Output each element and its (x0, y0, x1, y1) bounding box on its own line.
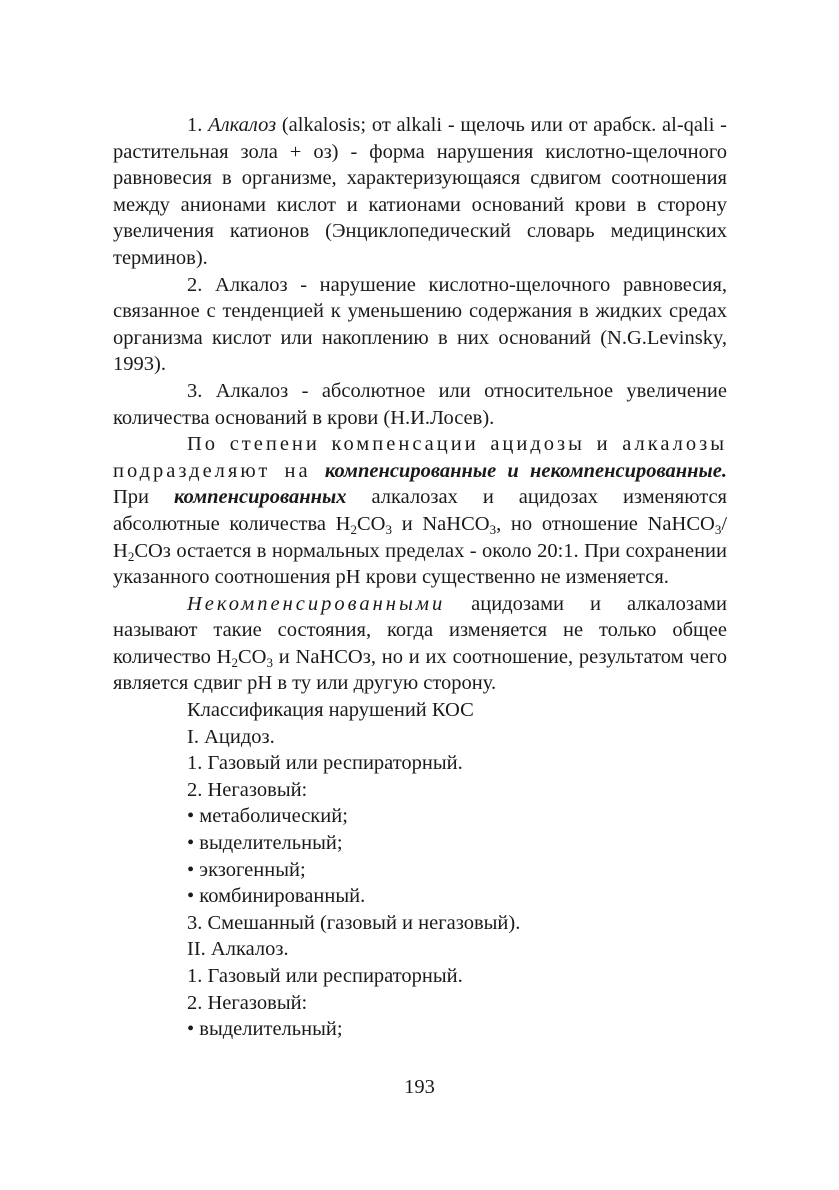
list-item: • выделительный; (187, 1018, 343, 1041)
text: ацидозами и алкалозами называют такие состояния, когда изменяется не только общее количество H (113, 592, 727, 668)
subscript: 2 (231, 654, 238, 670)
list-item: I. Ацидоз. (187, 725, 275, 748)
term-compensated: компенсированные (324, 459, 497, 482)
paragraph-compensation (113, 431, 727, 591)
list-item: • метаболический; (187, 805, 348, 828)
term-uncompensated: некомпенсированные. (530, 459, 727, 482)
subscript: 3 (489, 521, 497, 537)
page-body (113, 112, 727, 1043)
subscript: 3 (266, 654, 273, 670)
term-compensated-plural: компенсированных (174, 486, 347, 509)
subscript: 2 (127, 548, 135, 564)
text: и NaHCO (391, 512, 490, 535)
definition-text: (alkalosis; от alkali - щелочь или от арабск. al-qali - растительная зола + оз) - форма нарушения кислотно-щелочного равновесия в организме, характеризующаяся сдвигом соотношения между анионами кислот и катионами оснований крови в сторону увеличения катионов (Энциклопедический словарь медицинских терминов). (113, 114, 727, 269)
item-number: 1. (187, 114, 209, 136)
list-item: • выделительный; (187, 832, 343, 855)
term-alkalosis: Алкалоз (208, 114, 277, 136)
text: / H (113, 512, 728, 562)
list-item: 2. Негазовый: (187, 778, 308, 801)
paragraph-alkalosis-definition-1 (113, 112, 727, 272)
text: CO (357, 512, 386, 535)
list-item: II. Алкалоз. (187, 938, 289, 961)
classification-list (113, 697, 727, 1043)
text: алкалозах и ацидозах изменяются абсолютные количества H (113, 486, 727, 535)
term-uncompensated-italic: Некомпенсированными (187, 592, 446, 615)
paragraph-alkalosis-definition-3: 3. Алкалоз - абсолютное или относительное увеличение количества оснований в крови (Н.И.Лосев). (113, 379, 727, 429)
list-item: 2. Негазовый: (187, 991, 308, 1014)
list-item: 1. Газовый или респираторный. (187, 752, 463, 775)
list-item: 3. Смешанный (газовый и негазовый). (187, 911, 521, 934)
list-item: • экзогенный; (187, 858, 306, 881)
subscript: 3 (714, 521, 722, 537)
subscript: 2 (350, 521, 357, 537)
page-number: 193 (404, 1076, 435, 1098)
subscript: 3 (385, 521, 392, 537)
text: По степени компенсации ацидозы и алкалозы подразделяют на (113, 433, 727, 482)
list-item: 1. Газовый или респираторный. (187, 965, 463, 987)
paragraph-alkalosis-definition-2: 2. Алкалоз - нарушение кислотно-щелочного равновесия, связанное с тенденцией к уменьшению содержания в жидких средах организма кислот или накоплению в них оснований (N.G.Levinsky, 1993). (113, 273, 727, 376)
text: При (113, 486, 175, 509)
text: CO (237, 645, 267, 668)
classification-heading: Классификация нарушений КОС (187, 699, 474, 722)
paragraph-uncompensated (113, 591, 727, 697)
text: COз остается в нормальных пределах - около 20:1. При сохранении указанного соотношения pH крови существенно не изменяется. (113, 539, 727, 589)
text: и (496, 459, 531, 482)
text: и NaHCOз, но и их соотношение, результатом чего является сдвиг pH в ту или другую сторону. (113, 645, 728, 695)
list-item: • комбинированный. (187, 885, 366, 908)
text: , но отношение NaHCO (496, 512, 715, 535)
